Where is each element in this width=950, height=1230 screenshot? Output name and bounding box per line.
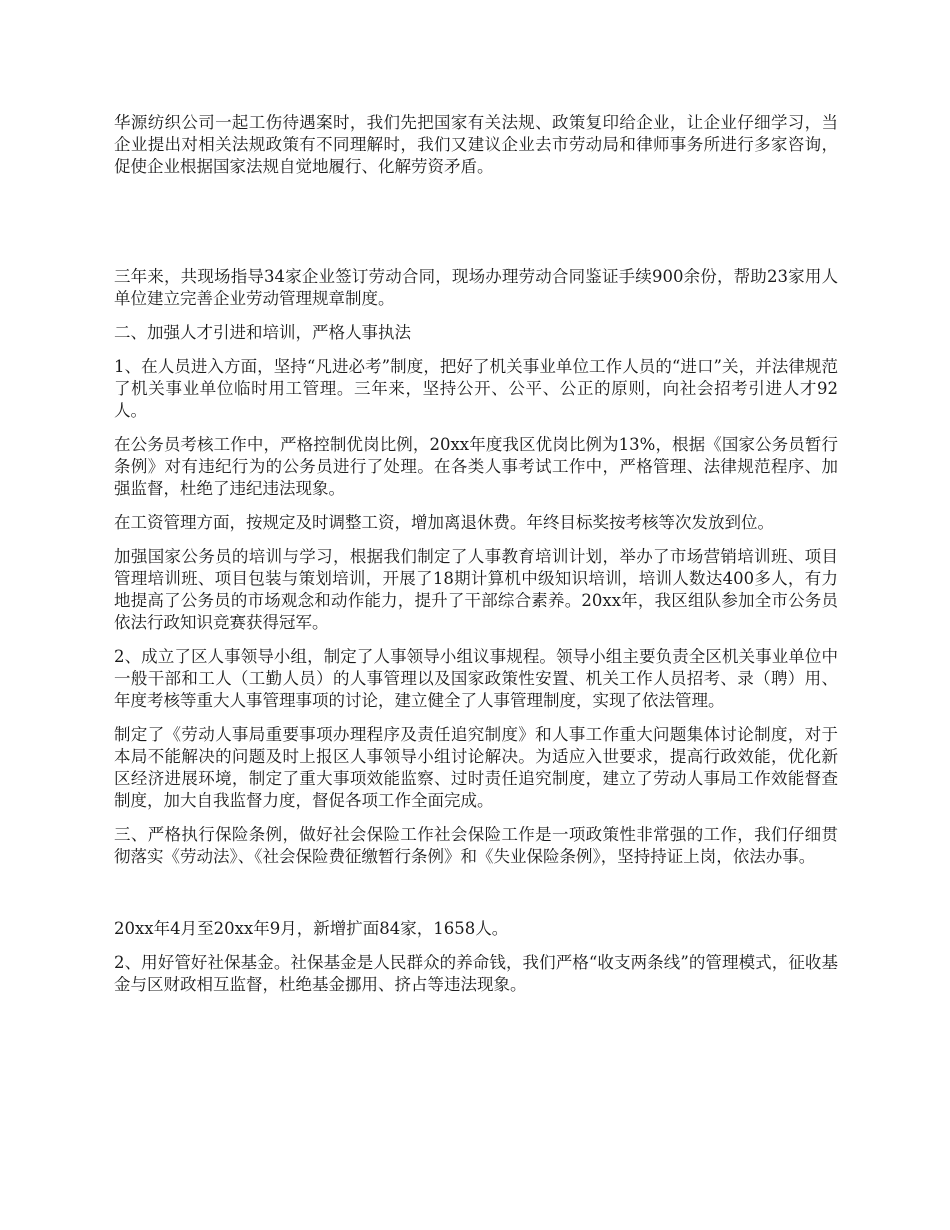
document-body (114, 112, 838, 1008)
paragraph-assessment: 在公务员考核工作中，严格控制优岗比例，20xx年度我区优岗比例为13%，根据《国家公务员暂行条例》对有违纪行为的公务员进行了处理。在各类人事考试工作中，严格管理、法律规范程序、加强监督，杜绝了违纪违法现象。 (114, 435, 838, 498)
paragraph-social-fund: 2、用好管好社保基金。社保基金是人民群众的养命钱，我们严格“收支两条线”的管理模式，征收基金与区财政相互监督，杜绝基金挪用、挤占等违法现象。 (114, 953, 838, 994)
paragraph-labor-contracts: 三年来，共现场指导34家企业签订劳动合同，现场办理劳动合同鉴证手续900余份，帮助23家用人单位建立完善企业劳动管理规章制度。 (114, 267, 838, 308)
section-heading-talent: 二、加强人才引进和培训，严格人事执法 (114, 323, 411, 342)
paragraph-training: 加强国家公务员的培训与学习，根据我们制定了人事教育培训计划，举办了市场营销培训班、项目管理培训班、项目包装与策划培训，开展了18期计算机中级知识培训，培训人数达400多人，有力地提高了公务员的市场观念和动作能力，提升了干部综合素养。20xx年，我区组队参加全市公务员依法行政知识竞赛获得冠军。 (114, 547, 838, 632)
paragraph-recruitment: 1、在人员进入方面，坚持“凡进必考”制度，把好了机关事业单位工作人员的“进口”关，并法律规范了机关事业单位临时用工管理。三年来，坚持公开、公平、公正的原则，向社会招考引进人才92人。 (114, 357, 838, 420)
paragraph-salary: 在工资管理方面，按规定及时调整工资，增加离退休费。年终目标奖按考核等次发放到位。 (114, 513, 774, 532)
paragraph-injury-case: 华源纺织公司一起工伤待遇案时，我们先把国家有关法规、政策复印给企业，让企业仔细学习，当企业提出对相关法规政策有不同理解时，我们又建议企业去市劳动局和律师事务所进行多家咨询，促使企业根据国家法规自觉地履行、化解劳资矛盾。 (114, 113, 838, 176)
paragraph-spacer (114, 880, 838, 918)
section-heading-insurance: 三、严格执行保险条例，做好社会保险工作社会保险工作是一项政策性非常强的工作，我们仔细贯彻落实《劳动法》、《社会保险费征缴暂行条例》和《失业保险条例》，坚持持证上岗，依法办事。 (114, 825, 838, 866)
paragraph-spacer (114, 190, 838, 266)
paragraph-procedures: 制定了《劳动人事局重要事项办理程序及责任追究制度》和人事工作重大问题集体讨论制度，对于本局不能解决的问题及时上报区人事领导小组讨论解决。为适应入世要求，提高行政效能，优化新区经济进展环境，制定了重大事项效能监察、过时责任追究制度，建立了劳动人事局工作效能督查制度，加大自我监督力度，督促各项工作全面完成。 (114, 725, 838, 810)
paragraph-expansion: 20xx年4月至20xx年9月，新增扩面84家，1658人。 (114, 919, 509, 938)
paragraph-leadership-group: 2、成立了区人事领导小组，制定了人事领导小组议事规程。领导小组主要负责全区机关事业单位中一般干部和工人（工勤人员）的人事管理以及国家政策性安置、机关工作人员招考、录（聘）用、年度考核等重大人事管理事项的讨论，建立健全了人事管理制度，实现了依法管理。 (114, 647, 838, 710)
